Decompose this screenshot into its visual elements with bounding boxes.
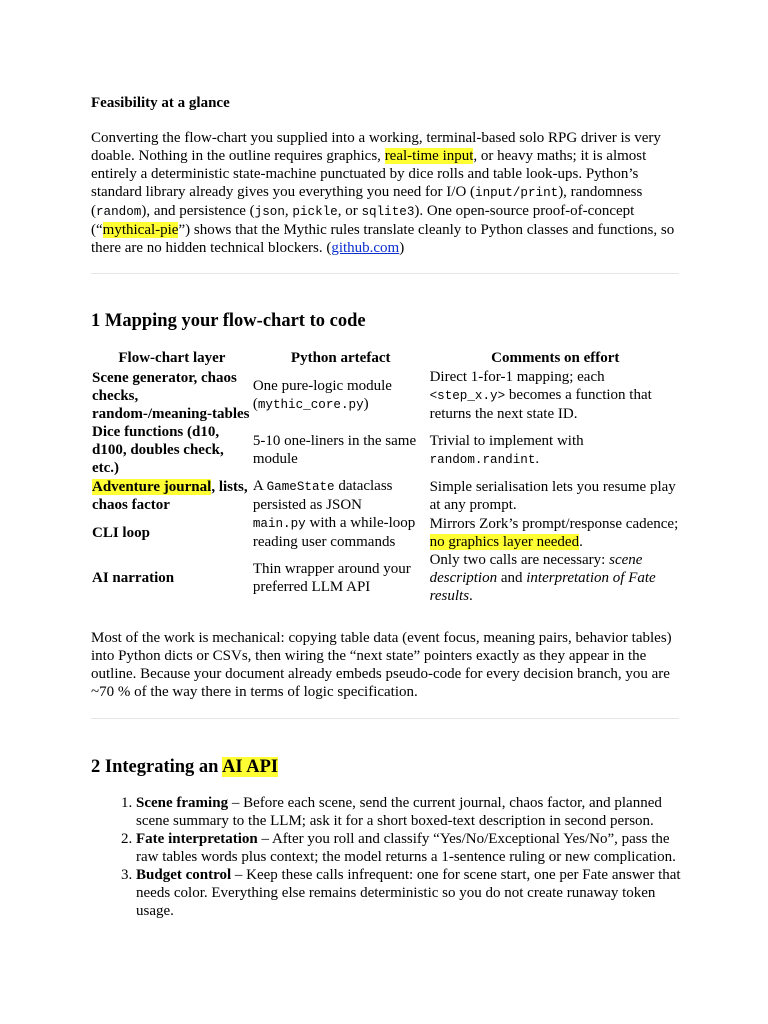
cell-text: One pure-logic module (	[252, 378, 392, 412]
table-cell: CLI loop	[92, 524, 150, 541]
code-mythic-core: mythic_core.py	[257, 398, 364, 412]
ai-integration-list	[91, 794, 681, 920]
table-cell	[429, 551, 681, 605]
cell-text: , lists, chaos factor	[92, 478, 248, 513]
code-json: json	[254, 205, 285, 219]
code-sqlite3: sqlite3	[361, 205, 415, 219]
section-heading-ai-api	[91, 756, 278, 778]
intro-text: ), and persistence (	[141, 203, 255, 219]
cell-text: )	[363, 396, 369, 412]
list-item-title: Fate interpretation	[136, 831, 258, 847]
cell-text: Trivial to implement with	[429, 432, 584, 449]
cell-text: .	[579, 533, 583, 550]
cell-text: dataclass persisted as JSON	[252, 478, 393, 513]
table-cell: Dice functions (d10, d100, doubles check, etc.)	[92, 424, 224, 476]
table-row	[91, 477, 681, 514]
table-row	[91, 368, 681, 423]
cell-text: becomes a function that returns the next state ID.	[429, 387, 652, 422]
mapping-table	[91, 348, 681, 605]
code-step-xy: <step_x.y>	[429, 389, 506, 403]
table-cell: AI narration	[92, 570, 175, 586]
highlight-realtime-input: real-time input	[384, 148, 474, 164]
list-item-text: – Keep these calls infrequent: one for scene start, one per Fate answer that needs color. Everything else remains deterministic so you do not create runaway token usage.	[136, 867, 681, 919]
section-title-feasibility: Feasibility at a glance	[91, 95, 230, 111]
list-item	[136, 830, 681, 866]
section-heading-mapping: 1 Mapping your flow-chart to code	[91, 311, 366, 331]
intro-text: , or heavy maths; it is almost entirely a deterministic state-machine punctuated by dice rolls and table look-ups. Python’s standard library already gives you everything you need for I/O (	[91, 148, 647, 200]
github-link[interactable]: github.com	[331, 240, 400, 256]
intro-text: Converting the flow-chart you supplied into a working, terminal-based solo RPG driver is very doable. Nothing in the outline requires graphics,	[91, 130, 661, 164]
table-cell	[91, 477, 252, 514]
highlight-mythical-pie: mythical-pie	[102, 222, 179, 238]
highlight-ai-api: AI API	[222, 757, 279, 777]
table-cell: Simple serialisation lets you resume play at any prompt.	[429, 478, 676, 513]
code-gamestate: GameState	[266, 480, 335, 494]
cell-italic: interpretation of Fate results	[429, 570, 656, 604]
table-cell: 5-10 one-liners in the same module	[252, 433, 417, 467]
table-cell	[252, 477, 429, 514]
code-input-print: input/print	[475, 186, 559, 200]
list-item-title: Scene framing	[136, 795, 229, 811]
cell-text: and	[497, 570, 527, 586]
cell-text: .	[469, 588, 473, 604]
list-item-title: Budget control	[136, 867, 232, 883]
table-header-row	[91, 348, 681, 368]
mapping-summary-paragraph: Most of the work is mechanical: copying table data (event focus, meaning pairs, behavior tables) into Python dicts or CSVs, then wiring the “next state” pointers exactly as they appear in the outline. Because your document already embeds pseudo-code for every decision branch, you are ~70 % of the way there in terms of logic specification.	[91, 630, 672, 700]
cell-text: with a while-loop reading user commands	[252, 515, 416, 550]
intro-text: , or	[337, 203, 362, 219]
code-randint: random.randint	[429, 452, 536, 467]
code-random: random	[96, 205, 142, 219]
list-item	[136, 794, 681, 830]
table-row	[91, 423, 681, 477]
cell-text: A	[252, 478, 267, 494]
column-header: Flow-chart layer	[118, 350, 226, 366]
highlight-adventure-journal: Adventure journal	[92, 478, 212, 495]
code-pickle: pickle	[292, 205, 338, 219]
table-cell	[429, 514, 681, 551]
table-cell	[252, 514, 429, 551]
list-item-text: – After you roll and classify “Yes/No/Exceptional Yes/No”, pass the raw tables words plus context; the model returns a 1-sentence ruling or new complication.	[136, 831, 676, 865]
cell-text: .	[535, 450, 540, 467]
column-header: Comments on effort	[491, 350, 620, 366]
divider	[91, 718, 679, 719]
intro-text: ). One open-source proof-of-concept (“	[91, 203, 635, 238]
divider	[91, 273, 679, 274]
table-cell	[429, 368, 681, 423]
cell-text: Only two calls are necessary:	[429, 552, 610, 568]
table-cell: Scene generator, chaos checks, random-/meaning-tables	[92, 369, 250, 422]
list-item	[136, 866, 681, 920]
cell-text: Direct 1-for-1 mapping; each	[429, 369, 605, 385]
cell-italic: scene description	[429, 552, 643, 586]
table-cell: Thin wrapper around your preferred LLM API	[252, 561, 411, 595]
intro-text: ”) shows that the Mythic rules translate cleanly to Python classes and functions, so there are no hidden technical blockers. (	[91, 222, 675, 256]
column-header: Python artefact	[290, 350, 391, 366]
highlight-no-graphics: no graphics layer needed	[429, 533, 580, 550]
intro-text: ), randomness (	[91, 184, 643, 219]
heading-text: 2 Integrating an	[91, 757, 223, 777]
intro-paragraph	[91, 129, 681, 257]
list-item-text: – Before each scene, send the current journal, chaos factor, and planned scene summary to the LLM; ask it for a short boxed-text description in second person.	[136, 795, 662, 829]
table-row	[91, 514, 681, 551]
table-cell	[429, 423, 681, 477]
intro-text: )	[399, 240, 405, 256]
table-cell	[252, 368, 429, 423]
table-row	[91, 551, 681, 605]
intro-text: ,	[284, 203, 293, 219]
code-main-py: main.py	[252, 517, 306, 531]
cell-text: Mirrors Zork’s prompt/response cadence;	[429, 515, 679, 532]
